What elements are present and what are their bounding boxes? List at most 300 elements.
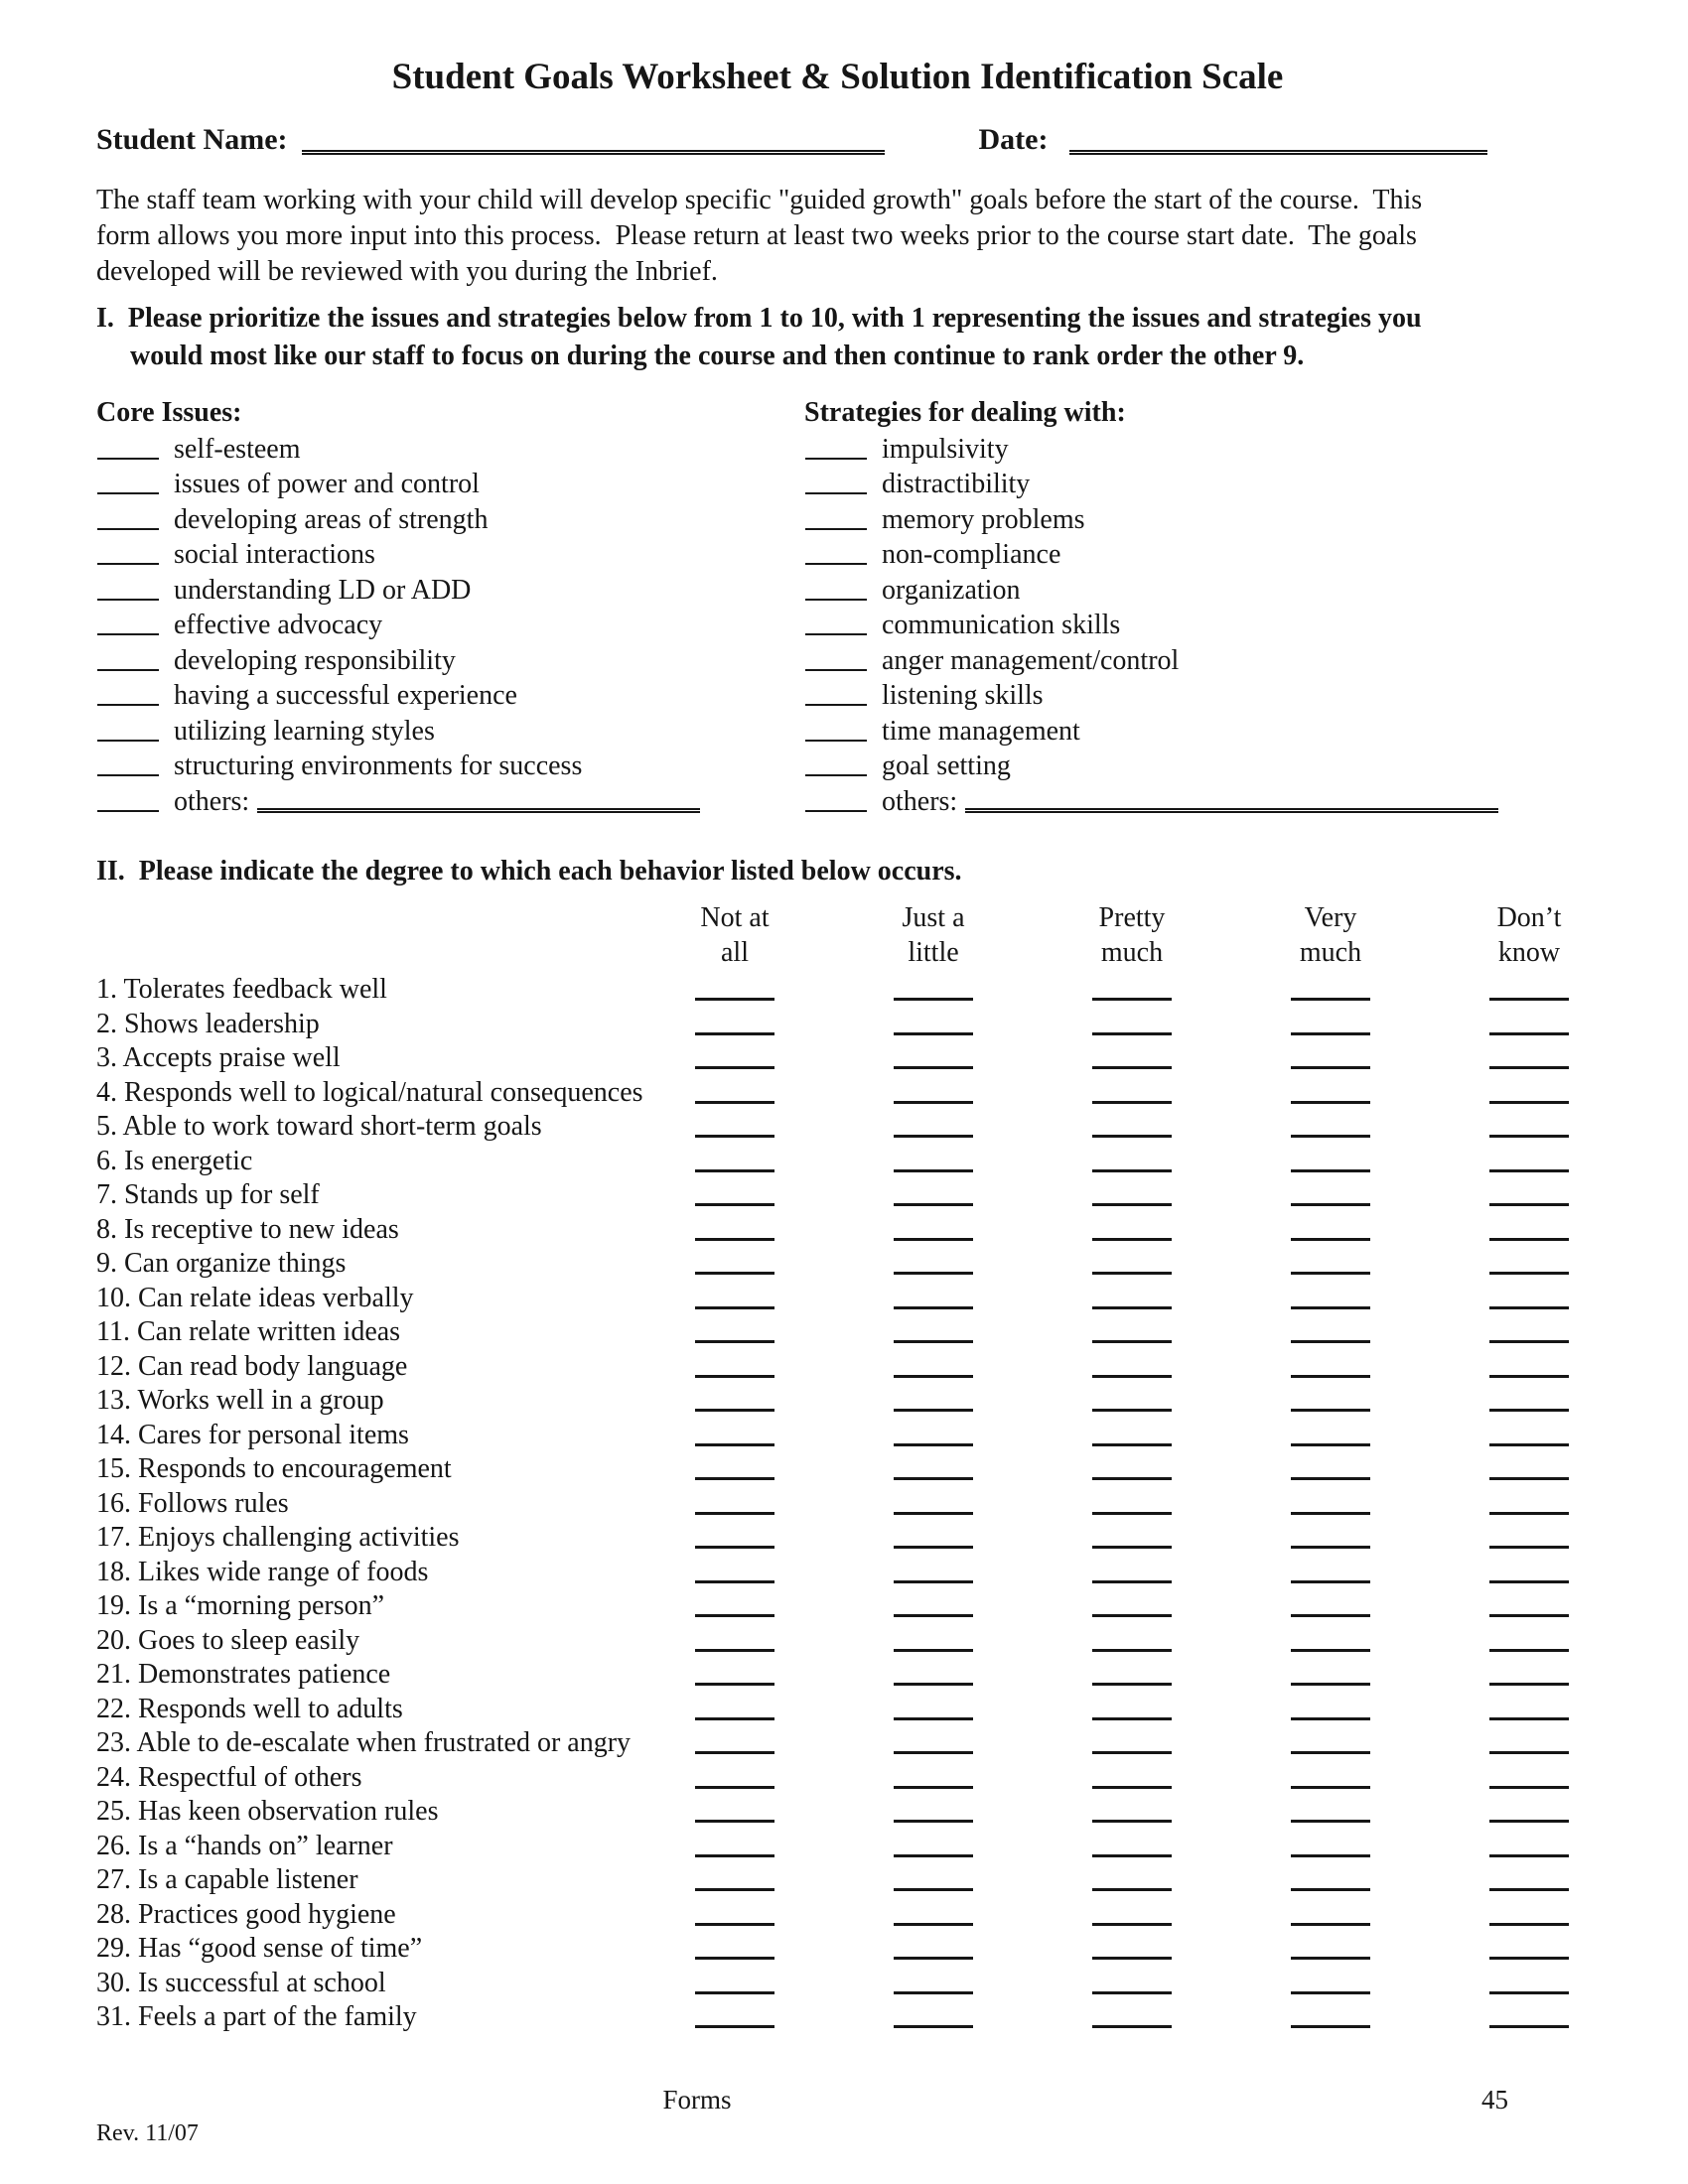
rating-blank[interactable] xyxy=(1092,1101,1172,1104)
rating-blank[interactable] xyxy=(1291,2025,1370,2028)
rank-blank[interactable] xyxy=(97,633,159,635)
rating-blank[interactable] xyxy=(894,1820,973,1823)
behavior-row xyxy=(96,1211,1688,1246)
behavior-row xyxy=(96,1417,1688,1451)
rating-blank[interactable] xyxy=(1092,1820,1172,1823)
rating-blank[interactable] xyxy=(894,1649,973,1652)
rating-cell xyxy=(894,1101,1092,1109)
rating-blank[interactable] xyxy=(1291,1409,1370,1412)
rating-blank[interactable] xyxy=(894,1614,973,1617)
rating-cell xyxy=(1291,1477,1489,1485)
rank-blank[interactable] xyxy=(97,563,159,565)
behavior-label: 21. Demonstrates patience xyxy=(96,1659,391,1690)
rank-item-label: self-esteem xyxy=(174,433,301,465)
behavior-row xyxy=(96,1554,1688,1588)
rating-cell xyxy=(1092,1649,1291,1657)
behavior-row xyxy=(96,1862,1688,1897)
rating-blank[interactable] xyxy=(1489,1340,1569,1343)
rating-blank[interactable] xyxy=(695,1203,774,1206)
rating-blank[interactable] xyxy=(894,1923,973,1926)
rating-blank[interactable] xyxy=(1291,1649,1370,1652)
rank-blank[interactable] xyxy=(97,492,159,494)
rating-blank[interactable] xyxy=(1092,1512,1172,1515)
rating-blank[interactable] xyxy=(1489,1683,1569,1686)
rating-blank[interactable] xyxy=(1489,1409,1569,1412)
rating-blank[interactable] xyxy=(695,1512,774,1515)
behavior-row xyxy=(96,1383,1688,1418)
rating-cell xyxy=(1489,1238,1688,1246)
rating-blank[interactable] xyxy=(695,1032,774,1035)
rank-blank[interactable] xyxy=(805,528,867,530)
rating-blank[interactable] xyxy=(695,1101,774,1104)
rating-blank[interactable] xyxy=(1489,1717,1569,1720)
rating-blank[interactable] xyxy=(1489,998,1569,1001)
behavior-row xyxy=(96,1040,1688,1075)
rating-blank[interactable] xyxy=(1291,1751,1370,1754)
rating-cell xyxy=(894,1957,1092,1965)
date-line[interactable] xyxy=(1069,150,1487,155)
student-name-line[interactable] xyxy=(302,150,885,155)
rating-cell xyxy=(695,1032,894,1040)
rating-blank[interactable] xyxy=(894,1957,973,1960)
rating-blank[interactable] xyxy=(695,2025,774,2028)
rating-blank[interactable] xyxy=(695,1306,774,1309)
rating-cell xyxy=(1092,1546,1291,1554)
rating-cell xyxy=(1291,1409,1489,1417)
rank-item-label: memory problems xyxy=(882,503,1085,535)
rating-blank[interactable] xyxy=(894,1786,973,1789)
rating-blank[interactable] xyxy=(1291,1683,1370,1686)
rating-blank[interactable] xyxy=(894,1717,973,1720)
rating-label-bottom: know xyxy=(1497,936,1561,968)
rank-blank[interactable] xyxy=(97,810,159,812)
rating-cell xyxy=(1291,1101,1489,1109)
rank-item xyxy=(804,466,1688,501)
footer-form-label: Forms xyxy=(662,2085,732,2115)
rating-blank[interactable] xyxy=(695,1238,774,1241)
rating-blank[interactable] xyxy=(1291,1888,1370,1891)
rank-blank[interactable] xyxy=(805,774,867,776)
rank-blank[interactable] xyxy=(97,599,159,601)
behavior-label: 30. Is successful at school xyxy=(96,1967,386,1998)
rank-blank[interactable] xyxy=(805,810,867,812)
rating-blank[interactable] xyxy=(1092,1409,1172,1412)
rating-blank[interactable] xyxy=(695,1717,774,1720)
rating-blank[interactable] xyxy=(695,1854,774,1857)
rating-cell xyxy=(1291,1683,1489,1691)
rating-cell xyxy=(1092,1923,1291,1931)
rating-label-top: Not at xyxy=(700,901,770,933)
rank-blank[interactable] xyxy=(805,599,867,601)
rating-cell xyxy=(1092,1101,1291,1109)
rating-blank[interactable] xyxy=(1489,1580,1569,1583)
rating-blank[interactable] xyxy=(1092,1169,1172,1172)
rating-cell xyxy=(695,1169,894,1177)
behavior-list xyxy=(96,972,1688,2034)
rating-column xyxy=(1291,900,1489,970)
rating-cell xyxy=(695,1340,894,1348)
rating-blank[interactable] xyxy=(1489,1751,1569,1754)
rating-blank[interactable] xyxy=(894,1854,973,1857)
rating-blank[interactable] xyxy=(695,1888,774,1891)
rating-blank[interactable] xyxy=(1092,1238,1172,1241)
rating-blank[interactable] xyxy=(1291,1820,1370,1823)
rating-blank[interactable] xyxy=(1291,1169,1370,1172)
intro-line: developed will be reviewed with you during the Inbrief. xyxy=(96,256,718,287)
rating-blank[interactable] xyxy=(894,1272,973,1275)
rating-cell xyxy=(1092,1340,1291,1348)
rating-cell xyxy=(1092,1477,1291,1485)
rank-blank[interactable] xyxy=(805,492,867,494)
behavior-label: 8. Is receptive to new ideas xyxy=(96,1213,399,1245)
rating-blank[interactable] xyxy=(1092,1443,1172,1446)
rating-cell xyxy=(894,1032,1092,1040)
rating-blank[interactable] xyxy=(1092,1340,1172,1343)
rating-cell xyxy=(894,1717,1092,1725)
rating-blank[interactable] xyxy=(695,1991,774,1994)
rank-blank[interactable] xyxy=(97,704,159,706)
rating-blank[interactable] xyxy=(1291,1203,1370,1206)
rank-blank[interactable] xyxy=(97,740,159,742)
rating-cell xyxy=(1291,1888,1489,1896)
rating-blank[interactable] xyxy=(1092,1135,1172,1138)
rating-blank[interactable] xyxy=(1092,1786,1172,1789)
rating-blank[interactable] xyxy=(1489,2025,1569,2028)
rating-cell xyxy=(894,1443,1092,1451)
rating-blank[interactable] xyxy=(1489,1032,1569,1035)
behavior-row xyxy=(96,1451,1688,1486)
rating-blank[interactable] xyxy=(1291,1375,1370,1378)
rating-blank[interactable] xyxy=(1291,1786,1370,1789)
rating-cell xyxy=(1291,2025,1489,2033)
rating-blank[interactable] xyxy=(1291,1923,1370,1926)
rating-blank[interactable] xyxy=(695,1443,774,1446)
rating-column xyxy=(695,900,894,970)
rating-header-spacer xyxy=(96,900,695,970)
rating-cell xyxy=(894,998,1092,1006)
rating-blank[interactable] xyxy=(1092,1032,1172,1035)
rating-blank[interactable] xyxy=(1291,1512,1370,1515)
rank-item xyxy=(96,748,804,783)
rating-blank[interactable] xyxy=(894,1101,973,1104)
others-write-in-line[interactable] xyxy=(257,808,700,813)
behavior-label: 6. Is energetic xyxy=(96,1145,253,1176)
rating-blank[interactable] xyxy=(1489,1066,1569,1069)
rating-blank[interactable] xyxy=(695,1169,774,1172)
rating-blank[interactable] xyxy=(1489,1649,1569,1652)
rating-cell xyxy=(1291,1717,1489,1725)
rating-blank[interactable] xyxy=(894,1751,973,1754)
others-write-in-line[interactable] xyxy=(965,808,1498,813)
rank-item-label: non-compliance xyxy=(882,539,1061,570)
behavior-label: 23. Able to de-escalate when frustrated or angry xyxy=(96,1727,632,1758)
rating-cell xyxy=(1092,1991,1291,1999)
rating-blank[interactable] xyxy=(695,1957,774,1960)
date-label: Date: xyxy=(978,123,1049,156)
rating-cell xyxy=(1092,1203,1291,1211)
rating-blank[interactable] xyxy=(1291,1032,1370,1035)
rank-blank[interactable] xyxy=(805,669,867,671)
name-date-row xyxy=(96,123,1688,157)
rank-blank[interactable] xyxy=(97,458,159,460)
rating-blank[interactable] xyxy=(894,2025,973,2028)
rating-blank[interactable] xyxy=(1092,998,1172,1001)
rating-blank[interactable] xyxy=(1489,1614,1569,1617)
rank-blank[interactable] xyxy=(805,704,867,706)
rating-cell xyxy=(695,1375,894,1383)
behavior-row xyxy=(96,1896,1688,1931)
rating-blank[interactable] xyxy=(1291,1477,1370,1480)
rating-blank[interactable] xyxy=(1489,1238,1569,1241)
rating-cell xyxy=(1291,1203,1489,1211)
rating-blank[interactable] xyxy=(894,1066,973,1069)
rating-blank[interactable] xyxy=(695,1135,774,1138)
rating-blank[interactable] xyxy=(695,1409,774,1412)
rank-blank[interactable] xyxy=(97,669,159,671)
rating-blank[interactable] xyxy=(695,1375,774,1378)
rating-blank[interactable] xyxy=(1092,1375,1172,1378)
rating-blank[interactable] xyxy=(1291,1135,1370,1138)
rating-blank[interactable] xyxy=(1092,1580,1172,1583)
rank-item-label: understanding LD or ADD xyxy=(174,574,472,606)
rating-blank[interactable] xyxy=(1092,1272,1172,1275)
rank-blank[interactable] xyxy=(97,774,159,776)
rank-item xyxy=(804,641,1688,677)
rating-cell xyxy=(695,1101,894,1109)
rank-blank[interactable] xyxy=(805,563,867,565)
rating-blank[interactable] xyxy=(894,1546,973,1549)
rating-blank[interactable] xyxy=(894,1375,973,1378)
behavior-label: 12. Can read body language xyxy=(96,1350,408,1382)
rating-blank[interactable] xyxy=(1291,1854,1370,1857)
rating-cell xyxy=(1291,1272,1489,1280)
rating-blank[interactable] xyxy=(695,1546,774,1549)
rating-blank[interactable] xyxy=(1489,1101,1569,1104)
rating-cell xyxy=(1489,1580,1688,1588)
rating-cell xyxy=(1291,1923,1489,1931)
rating-blank[interactable] xyxy=(1489,1375,1569,1378)
rank-item xyxy=(804,677,1688,713)
rating-cell xyxy=(894,1066,1092,1074)
rating-blank[interactable] xyxy=(1489,1169,1569,1172)
rating-blank[interactable] xyxy=(1489,1991,1569,1994)
rating-blank[interactable] xyxy=(1092,1614,1172,1617)
rating-cell xyxy=(1092,1512,1291,1520)
rating-blank[interactable] xyxy=(1291,1614,1370,1617)
rating-blank[interactable] xyxy=(1291,1340,1370,1343)
rating-blank[interactable] xyxy=(1092,1477,1172,1480)
behavior-label: 4. Responds well to logical/natural consequences xyxy=(96,1076,643,1108)
rating-blank[interactable] xyxy=(894,1991,973,1994)
rating-blank[interactable] xyxy=(1291,1546,1370,1549)
rating-blank[interactable] xyxy=(695,1272,774,1275)
rating-blank[interactable] xyxy=(1489,1443,1569,1446)
rating-blank[interactable] xyxy=(695,1340,774,1343)
rating-blank[interactable] xyxy=(1489,1306,1569,1309)
rating-blank[interactable] xyxy=(1489,1888,1569,1891)
behavior-label: 10. Can relate ideas verbally xyxy=(96,1282,414,1313)
rating-blank[interactable] xyxy=(695,998,774,1001)
rating-cell xyxy=(695,1306,894,1314)
rating-blank[interactable] xyxy=(1092,1888,1172,1891)
behavior-row xyxy=(96,972,1688,1007)
rating-blank[interactable] xyxy=(1291,1991,1370,1994)
rating-cell xyxy=(1489,1683,1688,1691)
rating-blank[interactable] xyxy=(1092,1649,1172,1652)
rating-blank[interactable] xyxy=(1489,1272,1569,1275)
rank-blank[interactable] xyxy=(805,740,867,742)
rating-cell xyxy=(1291,1032,1489,1040)
rating-cell xyxy=(695,1580,894,1588)
rank-blank[interactable] xyxy=(805,458,867,460)
rating-cell xyxy=(894,1888,1092,1896)
rank-item xyxy=(96,466,804,501)
rating-blank[interactable] xyxy=(1092,1957,1172,1960)
rating-blank[interactable] xyxy=(695,1751,774,1754)
rating-cell xyxy=(1092,1854,1291,1862)
rating-blank[interactable] xyxy=(695,1477,774,1480)
rating-label-top: Don’t xyxy=(1496,901,1562,933)
rating-blank[interactable] xyxy=(1489,1512,1569,1515)
rating-blank[interactable] xyxy=(1489,1786,1569,1789)
behavior-label: 11. Can relate written ideas xyxy=(96,1316,401,1347)
behavior-label: 14. Cares for personal items xyxy=(96,1419,409,1450)
rating-blank[interactable] xyxy=(1092,1066,1172,1069)
behavior-row xyxy=(96,1006,1688,1040)
rating-blank[interactable] xyxy=(1291,1717,1370,1720)
behavior-label: 7. Stands up for self xyxy=(96,1179,320,1210)
rating-blank[interactable] xyxy=(1489,1854,1569,1857)
rating-blank[interactable] xyxy=(894,1477,973,1480)
rank-blank[interactable] xyxy=(97,528,159,530)
rating-blank[interactable] xyxy=(1291,1066,1370,1069)
rating-cell xyxy=(695,1066,894,1074)
behavior-label: 24. Respectful of others xyxy=(96,1761,362,1793)
priority-columns xyxy=(96,395,1688,818)
rating-blank[interactable] xyxy=(1291,1238,1370,1241)
rating-blank[interactable] xyxy=(1489,1546,1569,1549)
rating-blank[interactable] xyxy=(695,1580,774,1583)
rating-cell xyxy=(1092,1375,1291,1383)
rank-item-label: utilizing learning styles xyxy=(174,715,435,747)
rating-cell xyxy=(695,1203,894,1211)
rating-blank[interactable] xyxy=(894,1512,973,1515)
rating-blank[interactable] xyxy=(1489,1477,1569,1480)
core-issues-list xyxy=(96,430,804,782)
rating-cell xyxy=(894,1203,1092,1211)
rating-blank[interactable] xyxy=(695,1649,774,1652)
core-issues-heading: Core Issues: xyxy=(96,397,242,428)
rating-cell xyxy=(1489,1409,1688,1417)
rating-blank[interactable] xyxy=(894,1580,973,1583)
rating-blank[interactable] xyxy=(1489,1923,1569,1926)
rating-cell xyxy=(1489,1066,1688,1074)
rating-cell xyxy=(1291,1991,1489,1999)
rating-blank[interactable] xyxy=(1092,2025,1172,2028)
rating-blank[interactable] xyxy=(695,1786,774,1789)
rating-cell xyxy=(1092,1614,1291,1622)
rating-blank[interactable] xyxy=(894,1306,973,1309)
rating-blank[interactable] xyxy=(894,1203,973,1206)
rank-item-label: having a successful experience xyxy=(174,680,517,711)
rating-blank[interactable] xyxy=(1092,1306,1172,1309)
rating-cell xyxy=(894,1135,1092,1143)
rating-blank[interactable] xyxy=(894,1169,973,1172)
rating-label-top: Pretty xyxy=(1098,901,1166,933)
rank-item xyxy=(96,607,804,642)
rank-item-label: distractibility xyxy=(882,469,1031,499)
rating-cell xyxy=(695,1272,894,1280)
rating-blank[interactable] xyxy=(695,1066,774,1069)
rating-blank[interactable] xyxy=(1092,1683,1172,1686)
rating-blank[interactable] xyxy=(695,1614,774,1617)
rating-blank[interactable] xyxy=(1092,1546,1172,1549)
rating-blank[interactable] xyxy=(894,1032,973,1035)
behavior-row xyxy=(96,1622,1688,1657)
rating-cell xyxy=(894,1854,1092,1862)
rating-blank[interactable] xyxy=(1291,998,1370,1001)
section1-heading xyxy=(96,300,1688,375)
rating-blank[interactable] xyxy=(894,1135,973,1138)
rank-item xyxy=(96,500,804,536)
rating-blank[interactable] xyxy=(1489,1135,1569,1138)
rating-blank[interactable] xyxy=(1092,1203,1172,1206)
rating-blank[interactable] xyxy=(695,1923,774,1926)
rating-cell xyxy=(894,1512,1092,1520)
rating-cell xyxy=(695,1957,894,1965)
rank-blank[interactable] xyxy=(805,633,867,635)
rating-blank[interactable] xyxy=(1291,1306,1370,1309)
rating-blank[interactable] xyxy=(894,998,973,1001)
rating-cell xyxy=(695,1238,894,1246)
rating-blank[interactable] xyxy=(1291,1101,1370,1104)
rating-blank[interactable] xyxy=(894,1443,973,1446)
behavior-row xyxy=(96,1691,1688,1725)
rating-blank[interactable] xyxy=(1092,1991,1172,1994)
rating-blank[interactable] xyxy=(894,1409,973,1412)
behavior-row xyxy=(96,1999,1688,2034)
behavior-label: 26. Is a “hands on” learner xyxy=(96,1830,393,1861)
rating-blank[interactable] xyxy=(1291,1443,1370,1446)
rank-item-label: social interactions xyxy=(174,539,375,570)
rating-blank[interactable] xyxy=(695,1820,774,1823)
rating-cell xyxy=(1092,1066,1291,1074)
rating-cell xyxy=(894,1991,1092,1999)
rating-blank[interactable] xyxy=(1092,1751,1172,1754)
rating-blank[interactable] xyxy=(894,1888,973,1891)
rating-blank[interactable] xyxy=(1489,1957,1569,1960)
strategies-list xyxy=(804,430,1688,782)
rank-item xyxy=(96,571,804,607)
rating-blank[interactable] xyxy=(894,1683,973,1686)
strategies-others-row xyxy=(804,782,1688,818)
rating-blank[interactable] xyxy=(1489,1203,1569,1206)
rating-cell xyxy=(1291,1443,1489,1451)
rating-blank[interactable] xyxy=(1489,1820,1569,1823)
rating-blank[interactable] xyxy=(1092,1717,1172,1720)
rating-blank[interactable] xyxy=(894,1340,973,1343)
rating-blank[interactable] xyxy=(1291,1957,1370,1960)
rating-blank[interactable] xyxy=(1092,1923,1172,1926)
rating-blank[interactable] xyxy=(1092,1854,1172,1857)
rating-cell xyxy=(1291,1135,1489,1143)
rating-blank[interactable] xyxy=(1291,1272,1370,1275)
rating-cell xyxy=(695,1409,894,1417)
rating-blank[interactable] xyxy=(695,1683,774,1686)
rating-blank[interactable] xyxy=(894,1238,973,1241)
behavior-row xyxy=(96,1965,1688,1999)
rating-blank[interactable] xyxy=(1291,1580,1370,1583)
